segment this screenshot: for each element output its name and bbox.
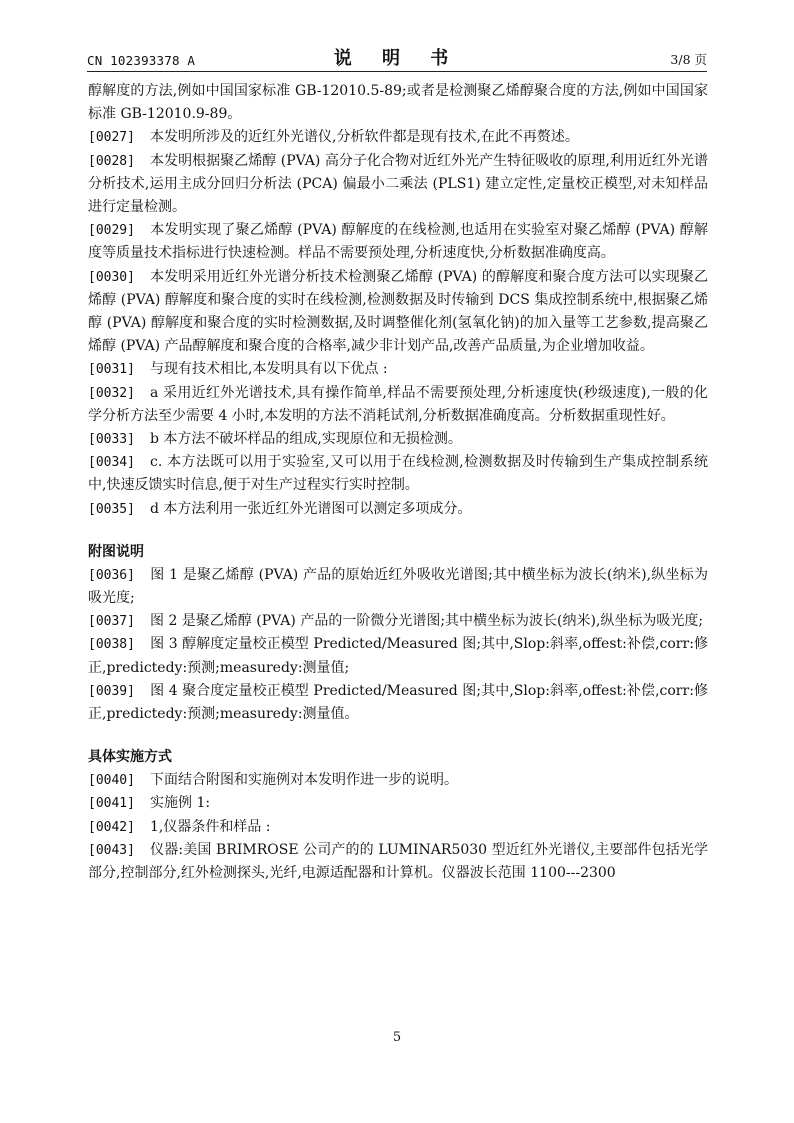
paragraph-number: [0032] bbox=[88, 385, 135, 401]
paragraph-number: [0031] bbox=[88, 362, 135, 378]
paragraph-text: d 本方法利用一张近红外光谱图可以测定多项成分。 bbox=[150, 500, 472, 517]
section-heading-figures: 附图说明 bbox=[88, 543, 144, 560]
paragraph bbox=[88, 126, 708, 149]
paragraph bbox=[88, 80, 708, 126]
paragraph-group-top bbox=[88, 80, 708, 521]
paragraph bbox=[88, 428, 708, 451]
paragraph-number: [0034] bbox=[88, 455, 135, 471]
paragraph-number: [0028] bbox=[88, 153, 135, 169]
paragraph-text: 与现有技术相比,本发明具有以下优点 : bbox=[150, 361, 388, 378]
paragraph-number: [0040] bbox=[88, 773, 135, 789]
paragraph-number: [0041] bbox=[88, 796, 135, 812]
paragraph-number: [0039] bbox=[88, 683, 135, 699]
paragraph bbox=[88, 816, 708, 839]
paragraph-text: c. 本方法既可以用于实验室,又可以用于在线检测,检测数据及时传输到生产集成控制系统中,快速反馈实时信息,便于对生产过程实行实时控制。 bbox=[88, 454, 708, 494]
paragraph-number: [0035] bbox=[88, 501, 135, 517]
paragraph-number: [0033] bbox=[88, 432, 135, 448]
paragraph bbox=[88, 358, 708, 381]
paragraph-text: b 本方法不破坏样品的组成,实现原位和无损检测。 bbox=[150, 431, 462, 448]
paragraph-text: a 采用近红外光谱技术,具有操作简单,样品不需要预处理,分析速度快(秒级速度),一般的化学分析方法至少需要 4 小时,本发明的方法不消耗试剂,分析数据准确度高。分析数据重现性好。 bbox=[88, 384, 708, 424]
paragraph-text: 图 3 醇解度定量校正模型 Predicted/Measured 图;其中,Slop:斜率,offest:补偿,corr:修正,predictedy:预测;measuredy:测量值; bbox=[88, 636, 708, 676]
document-body bbox=[88, 80, 708, 885]
paragraph bbox=[88, 266, 708, 359]
page-header bbox=[87, 46, 707, 72]
paragraph-number: [0029] bbox=[88, 223, 135, 239]
document-title: 说 明 书 bbox=[333, 48, 461, 69]
paragraph bbox=[88, 633, 708, 679]
header-rule bbox=[87, 71, 707, 72]
paragraph-number: [0036] bbox=[88, 567, 135, 583]
section-heading-embodiment: 具体实施方式 bbox=[88, 749, 172, 766]
paragraph bbox=[88, 219, 708, 265]
paragraph-number: [0038] bbox=[88, 637, 135, 653]
paragraph-number: [0042] bbox=[88, 819, 135, 835]
paragraph-number: [0037] bbox=[88, 614, 135, 630]
paragraph-group-embodiment bbox=[88, 769, 708, 885]
paragraph bbox=[88, 382, 708, 428]
paragraph bbox=[88, 150, 708, 220]
paragraph-text: 醇解度的方法,例如中国国家标准 GB-12010.5-89;或者是检测聚乙烯醇聚合度的方法,例如中国国家标准 GB-12010.9-89。 bbox=[88, 83, 708, 123]
paragraph-text: 下面结合附图和实施例对本发明作进一步的说明。 bbox=[150, 772, 458, 789]
page-indicator: 3/8 页 bbox=[670, 52, 707, 67]
page-number: 5 bbox=[392, 1030, 402, 1045]
paragraph-text: 仪器:美国 BRIMROSE 公司产的的 LUMINAR5030 型近红外光谱仪,主要部件包括光学部分,控制部分,红外检测探头,光纤,电源适配器和计算机。仪器波长范围 1100---2300 bbox=[88, 841, 708, 882]
paragraph-text: 本发明采用近红外光谱分析技术检测聚乙烯醇 (PVA) 的醇解度和聚合度方法可以实现聚乙烯醇 (PVA) 醇解度和聚合度的实时在线检测,检测数据及时传输到 DCS 集成控制系统中,根据聚乙烯醇 (PVA) 醇解度和聚合度的实时检测数据,及时调整催化剂(氢氧化钠)的加入量等工艺参数,提高聚乙烯醇 (PVA) 产品醇解度和聚合度的合格率,减少非计划产品,改善产品质量,为企业增加收益。 bbox=[88, 268, 708, 355]
paragraph-text: 本发明所涉及的近红外光谱仪,分析软件都是现有技术,在此不再赘述。 bbox=[150, 129, 579, 146]
paragraph-text: 图 2 是聚乙烯醇 (PVA) 产品的一阶微分光谱图;其中横坐标为波长(纳米),纵坐标为吸光度; bbox=[150, 613, 704, 630]
paragraph bbox=[88, 498, 708, 521]
paragraph-text: 1,仪器条件和样品 : bbox=[150, 818, 271, 835]
paragraph bbox=[88, 610, 708, 633]
paragraph-number: [0030] bbox=[88, 269, 135, 285]
paragraph bbox=[88, 792, 708, 815]
paragraph-number: [0027] bbox=[88, 130, 135, 146]
paragraph bbox=[88, 451, 708, 497]
paragraph bbox=[88, 680, 708, 726]
paragraph-text: 实施例 1: bbox=[150, 795, 211, 812]
patent-number: CN 102393378 A bbox=[87, 53, 196, 68]
paragraph-text: 本发明实现了聚乙烯醇 (PVA) 醇解度的在线检测,也适用在实验室对聚乙烯醇 (PVA) 醇解度等质量技术指标进行快速检测。样品不需要预处理,分析速度快,分析数据准确度高。 bbox=[88, 222, 708, 262]
paragraph-text: 图 4 聚合度定量校正模型 Predicted/Measured 图;其中,Slop:斜率,offest:补偿,corr:修正,predictedy:预测;measuredy:测量值。 bbox=[88, 682, 708, 723]
paragraph-text: 图 1 是聚乙烯醇 (PVA) 产品的原始近红外吸收光谱图;其中横坐标为波长(纳米),纵坐标为吸光度; bbox=[88, 566, 708, 607]
paragraph-text: 本发明根据聚乙烯醇 (PVA) 高分子化合物对近红外光产生特征吸收的原理,利用近红外光谱分析技术,运用主成分回归分析法 (PCA) 偏最小二乘法 (PLS1) 建立定性,定量校正模型,对未知样品进行定量检测。 bbox=[88, 152, 708, 216]
paragraph bbox=[88, 769, 708, 792]
paragraph bbox=[88, 564, 708, 610]
paragraph bbox=[88, 839, 708, 885]
paragraph-number: [0043] bbox=[88, 842, 135, 858]
paragraph-group-figures bbox=[88, 564, 708, 726]
